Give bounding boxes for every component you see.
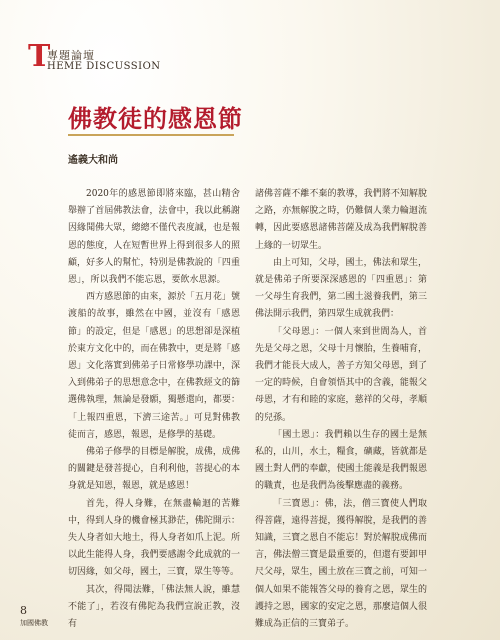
paragraph: 佛弟子修學的目標是解脫，成佛，成佛的關鍵是發菩提心，自利利他，菩提心的本身就是知恩，報恩，就是感恩！	[68, 447, 240, 492]
publication-name: 加國佛教	[20, 619, 48, 627]
article-column-left	[68, 186, 240, 633]
page-number: 8	[20, 604, 27, 617]
section-header-english: HEME DISCUSSION	[47, 61, 161, 72]
section-header-chinese: 專題論壇	[47, 49, 95, 62]
paragraph: 其次，得聞法難，「佛法無人說，雖慧不能了」，若沒有佛陀為我們宣說正教，沒有	[68, 584, 240, 630]
article-author: 遙義大和尚	[68, 155, 118, 166]
paragraph: 由上可知，父母，國土，佛法和眾生，就是佛弟子所要深深感恩的「四重恩」：第一父母生育我們，第二國土滋養我們，第三佛法開示我們，第四眾生成就我們：	[255, 257, 427, 320]
section-header-initial: T	[28, 39, 51, 74]
title-underline	[68, 134, 234, 136]
article-title: 佛教徒的感恩節	[68, 105, 243, 133]
paragraph: 2020年的感恩節即將來臨，甚山精舍舉辦了首屆佛教法會，法會中，我以此稱謝因緣聞佛大眾，總總不僅代表度誠，也是報恩的態度，人在短暫世界上得到很多人的照顧，好多人的幫忙，特別是佛教說的「四重恩」，所以我們不能忘恩，要飲水思源。	[68, 189, 240, 286]
article-column-right	[255, 186, 427, 633]
paragraph: 「父母恩」：一個人來到世間為人，首先是父母之恩，父母十月懷胎，生養哺育，我們才能長大成人，善子方知父母恩，到了一定的時候，自會領悟其中的含義，能報父母恩，才有和睦的家庭，慈祥的父母，孝順的兒孫。	[255, 326, 427, 423]
paragraph: 諸佛菩薩不離不棄的教導，我們將不知解脫之路，亦無解脫之時，仍難個人業力輪迴流轉，因此要感恩諸佛菩薩及成為我們解脫善上緣的一切眾生。	[255, 189, 427, 251]
paragraph: 首先，得人身難，在無盡輪迴的苦難中，得到人身的機會極其渺茫，佛陀開示：失人身者如大地土，得人身者如爪上泥。所以此生能得人身，我們要感謝令此成就的一切因緣，如父母，國土，三寶，眾生等等。	[68, 498, 240, 578]
paragraph: 西方感恩節的由來，源於「五月花」號渡船的故事，雖然在中國，並沒有「感恩節」的設定，但是「感恩」的思想卻是深植於東方文化中的，而在佛教中，更是將「感恩」文化落實到佛弟子日常修學功課中，深入到佛弟子的思想意念中，在佛教經文的篩選佛執理，無論是發願，獨懸還向，都要：「上報四重恩，下濟三途苦。」可見對佛教徒而言，感恩，報恩，是修學的基礎。	[68, 292, 240, 440]
page-footer	[20, 604, 48, 628]
paragraph: 「三寶恩」：佛，法，僧三寶使人們取得菩薩，遠得菩提，獲得解脫，是我們的善知識，三寶之恩自不能忘！對於解脫成佛而言，佛法僧三寶是最重要的，但還有要卸甲尺父母，眾生，國土放在三寶之前，可知一個人如果不能報答父母的養育之恩，眾生的護持之恩，國家的安定之恩，那麼這個人很難成為正信的三寶弟子。	[255, 498, 427, 630]
paragraph: 「國土恩」：我們賴以生存的國土是無私的，山川，水土，糧食，礦藏，皆就都是國土對人們的奉獻，使國土能義是我們報恩的職責，也是我們為後擊應盡的義務。	[255, 429, 427, 492]
